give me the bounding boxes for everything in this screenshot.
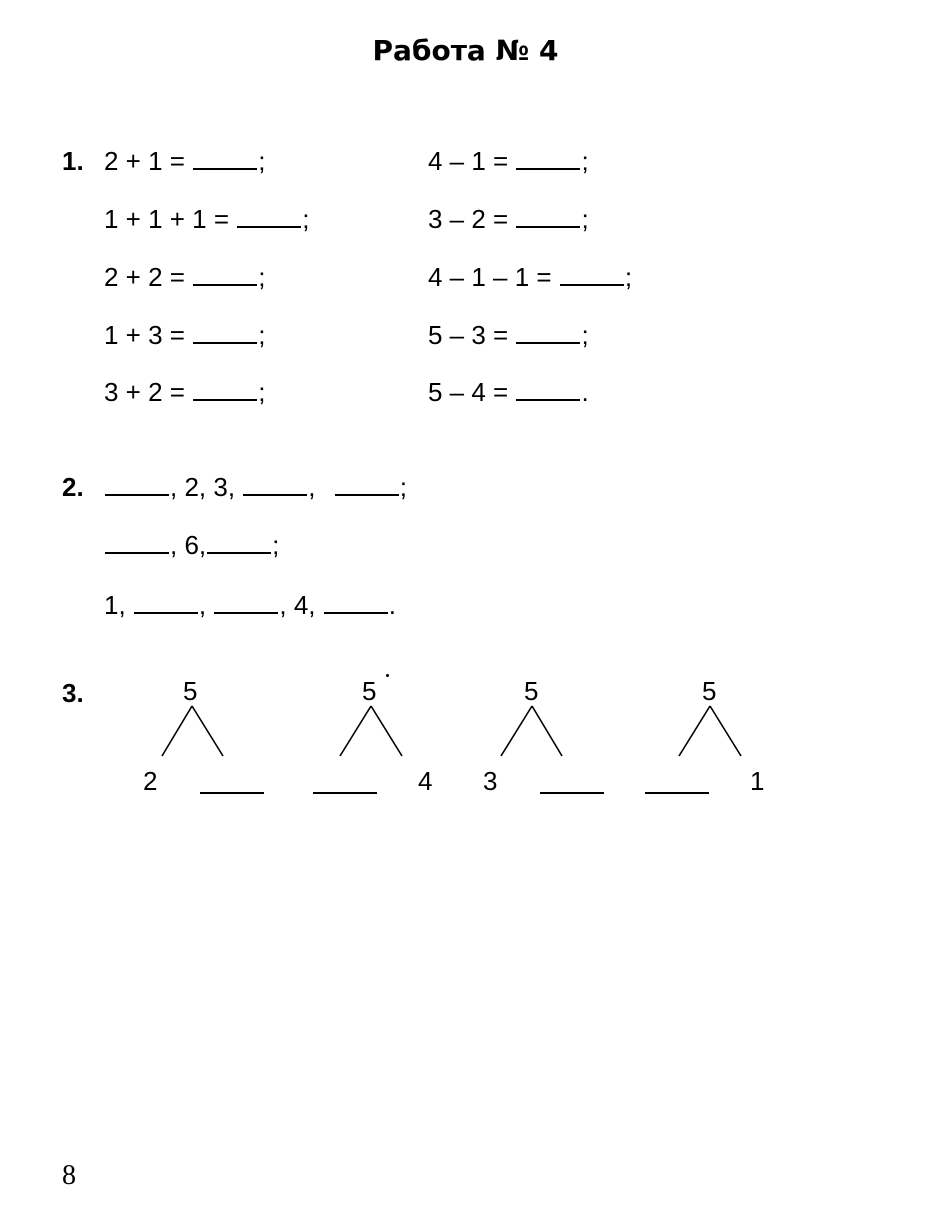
tree-left-blank[interactable]: [313, 792, 377, 794]
task-1-right-row-0: [428, 146, 589, 176]
punctuation: ;: [272, 530, 280, 560]
sequence-text: , 6,: [170, 530, 207, 560]
expression: 1 + 1 + 1 =: [104, 204, 230, 234]
tree-right-blank[interactable]: [200, 792, 264, 794]
punctuation: ;: [399, 472, 407, 502]
answer-blank[interactable]: [335, 472, 399, 496]
task-1-right-row-2: [428, 262, 632, 292]
number-composition-tree-3: [480, 676, 620, 806]
tree-branches: [480, 676, 620, 806]
task-1-left-row-1: [104, 204, 310, 234]
answer-blank[interactable]: [214, 590, 278, 614]
answer-blank[interactable]: [516, 146, 580, 170]
expression: 5 – 3 =: [428, 320, 509, 350]
number-composition-tree-4: [644, 676, 784, 806]
answer-blank[interactable]: [207, 530, 271, 554]
task-1-left-row-4: [104, 377, 265, 407]
tree-top-number: 5: [183, 676, 198, 706]
answer-blank[interactable]: [243, 472, 307, 496]
task-2-number: 2.: [62, 472, 84, 502]
page-title: Работа № 4: [372, 34, 559, 67]
punctuation: ;: [258, 146, 266, 176]
tree-top-number: 5: [702, 676, 717, 706]
punctuation: ;: [624, 262, 633, 292]
answer-blank[interactable]: [237, 204, 301, 228]
page-number: 8: [62, 1160, 76, 1191]
answer-blank[interactable]: [193, 262, 257, 286]
sequence-text: ,: [198, 590, 207, 620]
number-composition-tree-1: [140, 676, 280, 806]
answer-blank[interactable]: [516, 320, 580, 344]
answer-blank[interactable]: [516, 204, 580, 228]
sequence-text: , 4,: [279, 590, 316, 620]
answer-blank[interactable]: [105, 472, 169, 496]
tree-branches: [140, 676, 280, 806]
answer-blank[interactable]: [516, 377, 580, 401]
punctuation: ;: [581, 320, 589, 350]
task-1-left-row-3: [104, 320, 265, 350]
answer-blank[interactable]: [105, 530, 169, 554]
expression: 3 – 2 =: [428, 204, 509, 234]
expression: 2 + 1 =: [104, 146, 185, 176]
tree-left-number: 2: [143, 766, 158, 796]
answer-blank[interactable]: [193, 320, 257, 344]
tree-right-number: 1: [750, 766, 765, 796]
tree-left-blank[interactable]: [645, 792, 709, 794]
task-3-number: 3.: [62, 678, 84, 708]
punctuation: ;: [258, 262, 266, 292]
answer-blank[interactable]: [193, 146, 257, 170]
expression: 3 + 2 =: [104, 377, 185, 407]
tree-right-blank[interactable]: [540, 792, 604, 794]
punctuation: ;: [302, 204, 310, 234]
number-composition-tree-2: [312, 676, 452, 806]
tree-top-number: 5: [362, 676, 377, 706]
punctuation: .: [581, 377, 589, 407]
sequence-text: ,: [308, 472, 316, 502]
sequence-text: , 2, 3,: [170, 472, 236, 502]
tree-left-number: 3: [483, 766, 498, 796]
punctuation: ;: [581, 204, 589, 234]
expression: 4 – 1 – 1 =: [428, 262, 552, 292]
tree-top-number: 5: [524, 676, 539, 706]
task-1-right-row-4: [428, 377, 589, 407]
expression: 1 + 3 =: [104, 320, 185, 350]
answer-blank[interactable]: [193, 377, 257, 401]
task-2-row-1: [104, 530, 279, 560]
expression: 5 – 4 =: [428, 377, 509, 407]
task-1-number: 1.: [62, 146, 84, 176]
task-2-row-0: [104, 472, 407, 502]
task-1-right-row-1: [428, 204, 589, 234]
answer-blank[interactable]: [324, 590, 388, 614]
answer-blank[interactable]: [134, 590, 198, 614]
task-1-left-row-2: [104, 262, 265, 292]
task-1-right-row-3: [428, 320, 589, 350]
expression: 2 + 2 =: [104, 262, 185, 292]
punctuation: .: [388, 590, 396, 620]
tree-right-number: 4: [418, 766, 433, 796]
answer-blank[interactable]: [560, 262, 624, 286]
punctuation: ;: [258, 377, 266, 407]
sequence-text: 1,: [104, 590, 126, 620]
punctuation: ;: [581, 146, 589, 176]
task-2-row-2: [104, 590, 396, 620]
punctuation: ;: [258, 320, 266, 350]
task-1-left-row-0: [104, 146, 265, 176]
expression: 4 – 1 =: [428, 146, 509, 176]
